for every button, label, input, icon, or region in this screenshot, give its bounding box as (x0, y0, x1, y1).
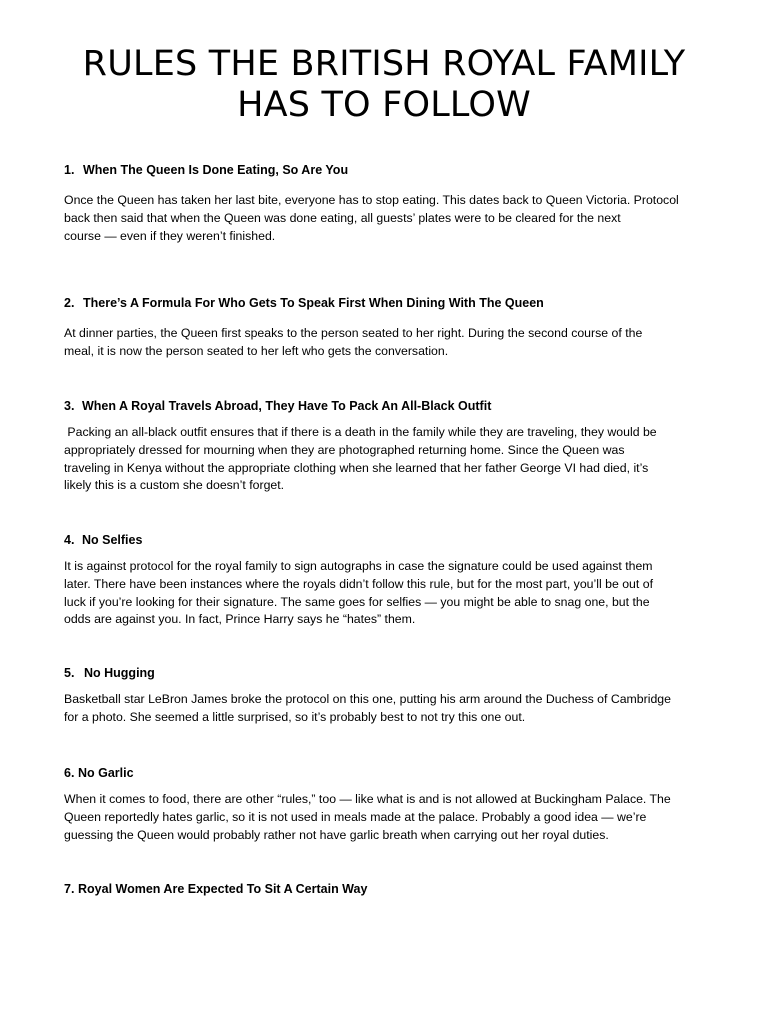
section-7-heading (64, 880, 724, 898)
paragraph-line: Packing an all-black outfit ensures that if there is a death in the family while they are traveling, they would be (64, 425, 657, 439)
paragraph-line: odds are against you. In fact, Prince Harry says he “hates” them. (64, 612, 416, 627)
paragraph-line: back then said that when the Queen was done eating, all guests’ plates were to be cleared for the next (64, 210, 621, 225)
section-heading-text: When The Queen Is Done Eating, So Are You (83, 163, 349, 177)
section-2-heading (64, 294, 724, 312)
section-4-heading (64, 531, 724, 549)
paragraph-line: meal, it is now the person seated to her left who gets the conversation. (64, 343, 449, 358)
paragraph-line: Once the Queen has taken her last bite, everyone has to stop eating. This dates back to Queen Victoria. Protocol (64, 193, 679, 207)
paragraph-line: likely this is a custom she doesn’t forget. (64, 478, 285, 493)
paragraph-line: luck if you’re looking for their signature. The same goes for selfies — you might be able to snag one, but the (64, 594, 650, 609)
section-6-paragraph (64, 791, 724, 844)
document-title (40, 44, 728, 126)
section-heading-text: No Selfies (82, 533, 143, 547)
paragraph-line: When it comes to food, there are other “rules,” too — like what is and is not allowed at Buckingham Palace. The (64, 792, 671, 806)
paragraph-line: Queen reportedly hates garlic, so it is not used in meals made at the palace. Probably a good idea — we’re (64, 809, 647, 824)
section-heading-text: There’s A Formula For Who Gets To Speak First When Dining With The Queen (83, 296, 544, 310)
section-4-paragraph (64, 558, 724, 629)
paragraph-line: traveling in Kenya without the appropriate clothing when she learned that her father George VI had died, it’s (64, 460, 649, 475)
section-number: 7. (64, 882, 75, 896)
section-number: 4. (64, 533, 75, 547)
section-number: 6. (64, 766, 75, 780)
paragraph-line: It is against protocol for the royal family to sign autographs in case the signature could be used against them (64, 559, 653, 573)
section-heading-text: No Garlic (78, 766, 134, 780)
title-line-1: RULES THE BRITISH ROYAL FAMILY (82, 44, 686, 84)
section-3-paragraph (64, 424, 724, 495)
section-6-heading (64, 764, 724, 782)
section-5-paragraph (64, 691, 724, 727)
paragraph-line: Basketball star LeBron James broke the protocol on this one, putting his arm around the Duchess of Cambridge (64, 692, 671, 706)
paragraph-line: At dinner parties, the Queen first speaks to the person seated to her right. During the second course of the (64, 326, 643, 340)
paragraph-line: later. There have been instances where the royals didn’t follow this rule, but for the most part, you’ll be out of (64, 576, 653, 591)
section-heading-text: No Hugging (84, 666, 155, 680)
section-heading-text: Royal Women Are Expected To Sit A Certain Way (78, 882, 368, 896)
section-1-heading (64, 161, 724, 179)
title-line-2: HAS TO FOLLOW (237, 85, 531, 125)
section-number: 5. (64, 666, 75, 680)
section-number: 2. (64, 296, 75, 310)
section-1-paragraph (64, 192, 724, 245)
section-number: 3. (64, 399, 75, 413)
paragraph-line: course — even if they weren’t finished. (64, 228, 276, 243)
section-heading-text: When A Royal Travels Abroad, They Have To Pack An All-Black Outfit (82, 399, 492, 413)
section-5-heading (64, 664, 724, 682)
paragraph-line: for a photo. She seemed a little surprised, so it’s probably best to not try this one out. (64, 709, 526, 724)
section-number: 1. (64, 163, 75, 177)
paragraph-line: guessing the Queen would probably rather not have garlic breath when carrying out her royal duties. (64, 827, 609, 842)
paragraph-line: appropriately dressed for mourning when they are photographed returning home. Since the Queen was (64, 442, 625, 457)
section-3-heading (64, 397, 724, 415)
section-2-paragraph (64, 325, 724, 361)
